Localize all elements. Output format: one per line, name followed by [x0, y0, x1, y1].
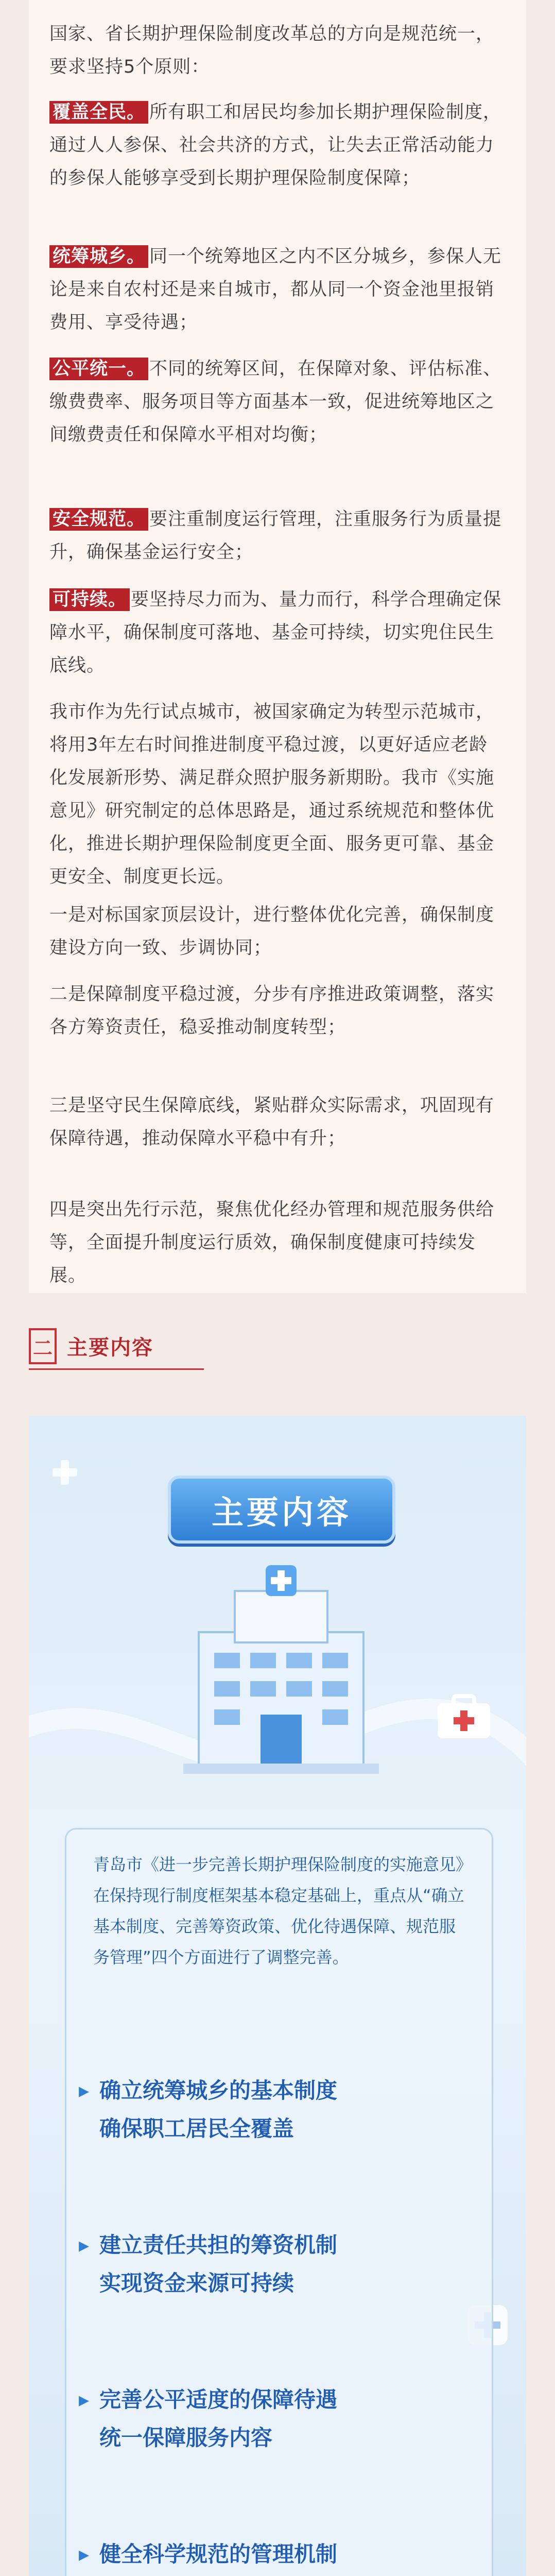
poster-item: [79, 2072, 460, 2148]
point-4: 四是突出先行示范，聚焦优化经办管理和规范服务供给等，全面提升制度运行质效，确保制度健康可持续发展。: [49, 1199, 495, 1286]
principle-tag: 公平统一。: [49, 358, 148, 380]
poster-item-line: 确保职工居民全覆盖: [99, 2116, 294, 2141]
section-title: 主要内容: [67, 1336, 153, 1360]
arrow-icon: ▸: [79, 2543, 90, 2566]
poster-item: [79, 2226, 460, 2302]
point-3: 三是坚守民生保障底线，紧贴群众实际需求，巩固现有保障待遇，推动保障水平稳中有升；: [49, 1095, 495, 1149]
poster-item-line: [99, 2573, 460, 2576]
intro-paragraph: 国家、省长期护理保险制度改革总的方向是规范统一，要求坚持5个原则：: [49, 24, 495, 77]
principle-tag: 覆盖全民。: [49, 101, 148, 124]
section-heading: [29, 1328, 235, 1364]
principle-3: [49, 352, 506, 451]
arrow-icon: ▸: [79, 2079, 90, 2103]
principle-tag: 可持续。: [49, 588, 130, 611]
poster-item-line: 健全科学规范的管理机制: [99, 2541, 338, 2567]
principle-text: 同一个统筹地区之内不区分城乡，参保人无论是来自农村还是来自城市，都从同一个资金池里报销费用、享受待遇；: [49, 246, 502, 333]
principle-4: [49, 503, 506, 569]
section-underline: [29, 1368, 204, 1370]
poster-item-line: 完善公平适度的保障待遇: [99, 2387, 338, 2412]
poster-banner: 主要内容: [168, 1476, 395, 1544]
hospital-building-illustration: [183, 1555, 379, 1776]
principle-text: 所有职工和居民均参加长期护理保险制度，通过人人参保、社会共济的方式，让失去正常活动能力的参保人能够享受到长期护理保险制度保障；: [49, 102, 502, 189]
poster-item: [79, 2381, 460, 2457]
principle-text: 不同的统筹区间，在保障对象、评估标准、缴费费率、服务项目等方面基本一致，促进统筹地区之间缴费责任和保障水平相对均衡；: [49, 359, 502, 445]
poster: [29, 1416, 526, 2576]
point-1: 一是对标国家顶层设计，进行整体优化完善，确保制度建设方向一致、步调协同；: [49, 905, 495, 958]
medical-cross-icon: [49, 1457, 80, 1488]
principle-tag: 安全规范。: [49, 508, 148, 531]
content-card: [65, 1828, 493, 2576]
poster-item-line: 统一保障服务内容: [99, 2425, 273, 2450]
section-number: 二: [29, 1328, 57, 1364]
city-paragraph: 我市作为先行试点城市，被国家确定为转型示范城市，将用3年左右时间推进制度平稳过渡，以更好适应老龄化发展新形势、满足群众照护服务新期盼。我市《实施意见》研究制定的总体思路是，通过系统规范和整体优化，推进长期护理保险制度更全面、服务更可靠、基金更安全、制度更长远。: [49, 702, 495, 887]
poster-item: [79, 2535, 460, 2576]
poster-item-line: 实现资金来源可持续: [99, 2270, 294, 2296]
first-aid-kit-icon: [436, 1694, 492, 1740]
poster-item-line: 建立责任共担的筹资机制: [99, 2232, 338, 2258]
point-2: 二是保障制度平稳过渡，分步有序推进政策调整，落实各方筹资责任，稳妥推动制度转型；: [49, 984, 495, 1038]
principle-tag: 统筹城乡。: [49, 245, 148, 268]
principle-1: [49, 96, 506, 195]
principle-text: 要坚持尽力而为、量力而行，科学合理确定保障水平，确保制度可落地、基金可持续，切实兜住民生底线。: [49, 589, 502, 676]
principle-5: [49, 583, 506, 682]
arrow-icon: ▸: [79, 2233, 90, 2257]
principle-text: 要注重制度运行管理，注重服务行为质量提升，确保基金运行安全；: [49, 509, 502, 563]
principle-2: [49, 240, 506, 339]
poster-intro: 青岛市《进一步完善长期护理保险制度的实施意见》在保持现行制度框架基本稳定基础上，重点从“确立基本制度、完善筹资政策、优化待遇保障、规范服务管理”四个方面进行了调整完善。: [93, 1855, 464, 1967]
poster-item-line: 确立统筹城乡的基本制度: [99, 2078, 338, 2103]
arrow-icon: ▸: [79, 2388, 90, 2412]
